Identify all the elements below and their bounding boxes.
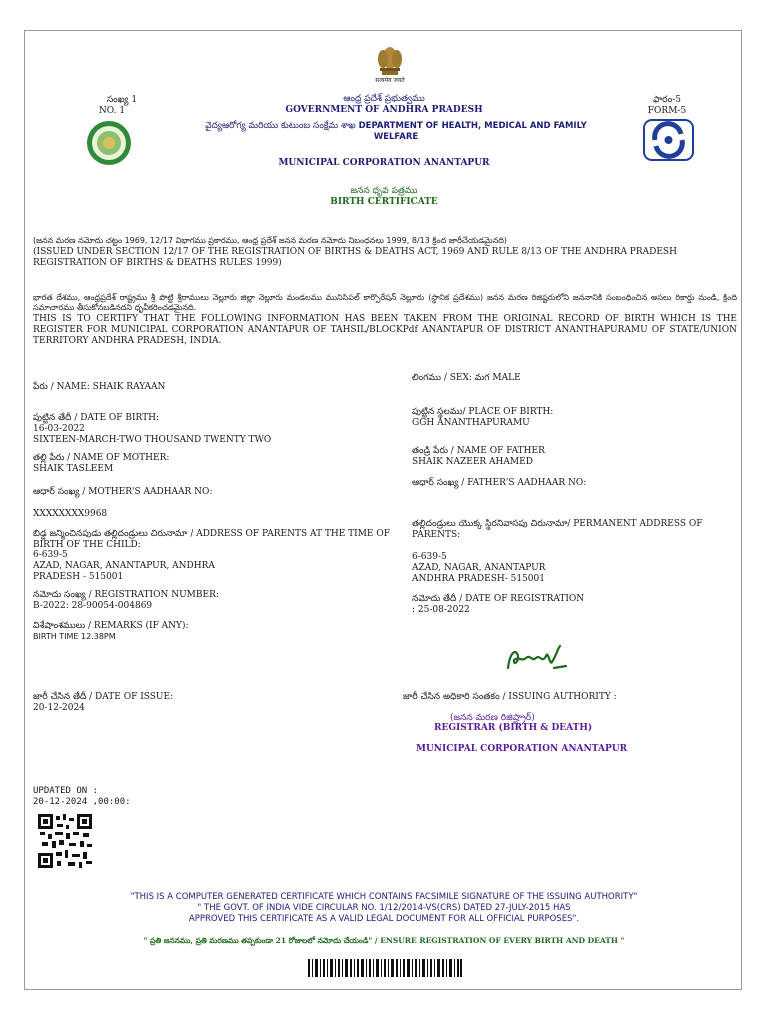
reg-no-value: B-2022: 28-90054-004869 (33, 601, 153, 611)
authority-corp: MUNICIPAL CORPORATION ANANTAPUR (416, 744, 628, 754)
addr-birth-value: 6-639-5 AZAD, NAGAR, ANANTAPUR, ANDHRA PRADESH - 515001 (33, 550, 215, 582)
issue-date-label: జారీ చేసిన తేదీ / DATE OF ISSUE: (33, 692, 174, 702)
crs-logo-icon (643, 119, 694, 161)
form-te: ఫారం-5 (653, 95, 681, 105)
issued-under-en: (ISSUED UNDER SECTION 12/17 OF THE REGISTRATION OF BIRTHS & DEATHS ACT, 1969 AND RULE 8/13 OF THE ANDHRA PRADESH REGISTRATION OF BIRTHS & DEATHS RULES 1999) (33, 247, 677, 268)
emblem-caption: सत्यमेव जयते (375, 77, 405, 84)
name-field: పేరు / NAME: SHAIK RAYAAN (33, 382, 166, 392)
dob-label: పుట్టిన తేదీ / DATE OF BIRTH: (33, 413, 160, 423)
father-value: SHAIK NAZEER AHAMED (412, 457, 533, 467)
sex-field: లింగము / SEX: మగ MALE (412, 373, 521, 383)
corp-title: MUNICIPAL CORPORATION ANANTAPUR (278, 158, 490, 168)
reg-date-value: : 25-08-2022 (412, 605, 470, 615)
dob-value: 16-03-2022 SIXTEEN-MARCH-TWO THOUSAND TWENTY TWO (33, 424, 272, 445)
remarks-label: విశేషాంశములు / REMARKS (IF ANY): (33, 621, 189, 631)
footer-note: "THIS IS A COMPUTER GENERATED CERTIFICATE WHICH CONTAINS FACSIMILE SIGNATURE OF THE ISSUING AUTHORITY" " THE GOVT. OF INDIA VIDE CIRCULAR NO. 1/12/2014-VS(CRS) DATED 27-JULY-2015 HAS APPROVED THIS CERTIFICATE AS A VALID LEGAL DOCUMENT FOR ALL OFFICIAL PURPOSES". (130, 892, 638, 924)
dept-te: వైద్యఆరోగ్య మరియు కుటుంబ సంక్షేమ శాఖ (205, 121, 356, 131)
state-en: GOVERNMENT OF ANDHRA PRADESH (285, 105, 483, 115)
issue-date-value: 20-12-2024 (33, 703, 85, 713)
no-te: సంఖ్య 1 (106, 95, 138, 105)
pob-label: పుట్టిన స్థలము/ PLACE OF BIRTH: (412, 407, 554, 417)
addr-perm-value: 6-639-5 AZAD, NAGAR, ANANTAPUR ANDHRA PRADESH- 515001 (412, 552, 546, 584)
reg-date-label: నమోదు తేదీ / DATE OF REGISTRATION (412, 594, 585, 604)
national-emblem-icon (373, 44, 407, 80)
dept-line (190, 121, 602, 143)
authority-label: జారీ చేసిన అధికారి సంతకం / ISSUING AUTHORITY : (403, 692, 617, 702)
mother-aadhaar-value: XXXXXXXX9968 (33, 509, 108, 519)
pob-value: GGH ANANTHAPURAMU (412, 418, 530, 428)
addr-perm-label: తల్లిదండ్రులు యొక్క స్థిరనివాసపు చిరునామా/ PERMANENT ADDRESS OF PARENTS: (412, 519, 703, 540)
remarks-value: BIRTH TIME 12.38PM (33, 632, 116, 641)
certify-te: భారత దేశము, ఆంధ్రప్రదేశ్ రాష్ట్రము శ్రీ పొట్టి శ్రీరాములు నెల్లూరు జిల్లా నెల్లూరు మండలము మునిసిపల్ కార్పొరేషన్ నెల్లూరు (స్థానిక ప్రదేశము) జనన మరణ రిజిష్టరులోని జననానికి సంబంధించిన అసలు రికార్డు నుండి, క్రింది సమాచారము తీసుకోనబడినదని ధృవీకరించడమైనది. (33, 293, 737, 312)
registrar-en: REGISTRAR (BIRTH & DEATH) (434, 723, 593, 733)
title-en: BIRTH CERTIFICATE (330, 197, 438, 207)
dept-en: DEPARTMENT OF HEALTH, MEDICAL AND FAMILY WELFARE (358, 121, 587, 142)
father-aadhaar-label: ఆధార్ సంఖ్య / FATHER'S AADHAAR NO: (412, 478, 587, 488)
form-en: FORM-5 (647, 106, 687, 116)
footer-slogan: " ప్రతి జననము, ప్రతి మరణము తప్పకుండా 21 రోజులలో నమోదు చేయండి" / ENSURE REGISTRATION OF EVERY BIRTH AND DEATH " (143, 936, 625, 945)
no-en: NO. 1 (98, 106, 126, 116)
signature (504, 642, 568, 676)
title-te: జనన ధృవ పత్రము (350, 186, 418, 196)
certify-en: THIS IS TO CERTIFY THAT THE FOLLOWING INFORMATION HAS BEEN TAKEN FROM THE ORIGINAL RECORD OF BIRTH WHICH IS THE REGISTER FOR MUNICIPAL CORPORATION ANANTAPUR OF TAHSIL/BLOCKPdf ANANTAPUR OF DISTRICT ANANTHAPURAMU OF STATE/UNION TERRITORY ANDHRA PRADESH, INDIA. (33, 314, 737, 346)
addr-birth-label: బిడ్డ జన్మించినపుడు తల్లిదండ్రులు చిరునామా / ADDRESS OF PARENTS AT THE TIME OF BIRTH OF THE CHILD: (33, 529, 390, 550)
father-label: తండ్రి పేరు / NAME OF FATHER (412, 446, 545, 456)
barcode-icon (308, 959, 462, 977)
ap-state-seal-icon (86, 120, 132, 166)
issued-under-te: (జనన మరణ నమోదు చట్టం 1969, 12/17 విభాగము ప్రకారము, ఆంధ్ర ప్రదేశ్ జనన మరణ నమోదు నిబంధనలు 1999, 8/13 క్రింద జారీచేయడమైనది) (33, 236, 508, 245)
mother-value: SHAIK TASLEEM (33, 464, 114, 474)
reg-no-label: నమోదు సంఖ్య / REGISTRATION NUMBER: (33, 590, 219, 600)
qr-code-icon (38, 814, 92, 868)
state-te: ఆంధ్ర ప్రదేశ్ ప్రభుత్వము (343, 94, 425, 104)
mother-aadhaar-label: ఆధార్ సంఖ్య / MOTHER'S AADHAAR NO: (33, 487, 213, 497)
mother-label: తల్లి పేరు / NAME OF MOTHER: (33, 453, 170, 463)
registrar-te: (జనన మరణ రిజిష్ట్రార్) (450, 713, 535, 723)
updated-on: UPDATED ON : 20-12-2024 ,00:00: (33, 786, 131, 807)
